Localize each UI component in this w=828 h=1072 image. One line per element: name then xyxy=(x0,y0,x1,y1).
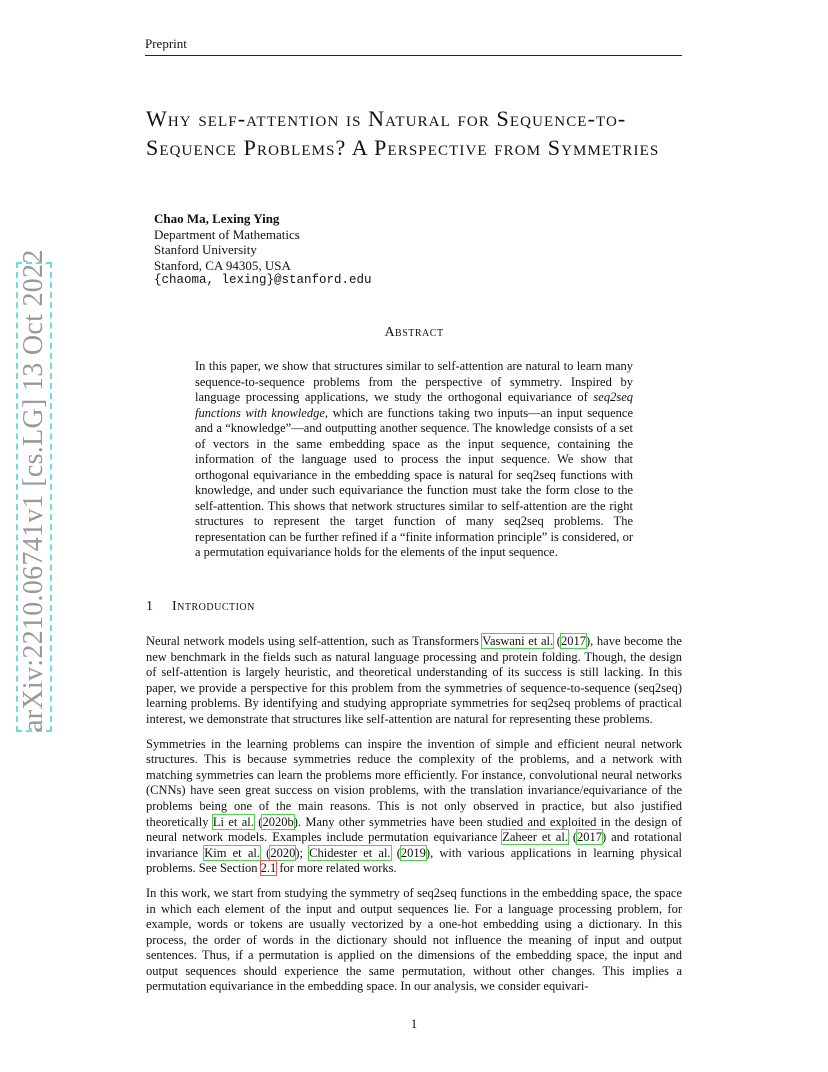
citation-link[interactable]: Vaswani et al. xyxy=(482,634,554,648)
text-run: ). Many other symmetries have been studied and exploited in the design of neural network models. Examples include permutation equivariance xyxy=(146,814,682,845)
citation-link[interactable]: Chidester et al. xyxy=(309,845,391,860)
author-university: Stanford University xyxy=(154,242,257,257)
citation-year-link[interactable]: 2019 xyxy=(400,845,426,860)
citation-year-link[interactable]: 2020 xyxy=(270,845,296,860)
citation-link[interactable]: Li et al. xyxy=(212,814,254,829)
author-department: Department of Mathematics xyxy=(154,226,300,242)
citation-year-link[interactable]: 2020b xyxy=(262,814,294,829)
section-title: Introduction xyxy=(172,599,255,614)
citation-year-link[interactable]: 2017 xyxy=(577,830,603,845)
text-run: ( xyxy=(567,830,578,845)
abstract-emphasis: seq2seq functions with knowledge xyxy=(195,390,633,420)
text-run: ( xyxy=(259,845,271,860)
author-address: Stanford, CA 94305, USA xyxy=(154,257,291,273)
body-text xyxy=(146,634,682,1004)
section-number: 1 xyxy=(146,599,154,614)
abstract-part-1: In this paper, we show that structures similar to self-attention are natural to learn many sequence-to-sequence problems from the perspective of symmetry. Inspired by language processing applications, we study the orthogonal equivariance of xyxy=(195,359,633,404)
running-header: Preprint xyxy=(145,36,682,56)
citation-link[interactable]: Kim et al. xyxy=(204,845,260,860)
author-names: Chao Ma, Lexing Ying xyxy=(154,211,280,226)
text-run: ( xyxy=(253,814,263,829)
paragraph-2 xyxy=(146,737,682,877)
text-run: ), have become the new benchmark in the fields such as natural language processing and protein folding. Though, the design of self-attention is largely heuristic, and theoretical understanding of its success is still lacking. In this paper, we provide a perspective for this problem from the symmetries of sequence-to-sequence (seq2seq) learning problems. By identifying and studying appropriate symmetries for seq2seq problems of practical interest, we demonstrate that structures like self-attention are natural for representing these problems. xyxy=(146,634,682,726)
paper-title: Why self-attention is Natural for Sequence-to-Sequence Problems? A Perspective from Symmetries xyxy=(146,106,660,160)
author-email: {chaoma, lexing}@stanford.edu xyxy=(154,273,372,287)
text-run: ( xyxy=(553,634,561,648)
paragraph-1 xyxy=(146,634,682,728)
text-run: ( xyxy=(390,845,401,860)
text-run: ) and rotational invariance xyxy=(146,830,683,860)
text-run: Symmetries in the learning problems can inspire the invention of simple and efficient neural network structures. This is because symmetries reduce the complexity of the problems, and a network with matching symmetries can learn the problems more efficiently. For instance, convolutional neural networks (CNNs) have seen great success on vision problems, with the translation invariance/equivariance of the problems being one of the main reasons. This is not only observed in practice, but also justified theoretically xyxy=(146,736,682,829)
citation-year-link[interactable]: 2017 xyxy=(560,634,586,648)
abstract-text xyxy=(195,359,633,561)
section-reference-link[interactable]: 2.1 xyxy=(260,861,277,876)
text-run: ); xyxy=(295,845,310,860)
text-run: ), with various applications in learning physical problems. See Section xyxy=(146,845,682,876)
abstract-part-2: , which are functions taking two inputs—an input sequence and a “knowledge”—and outputting another sequence. The knowledge consists of a set of vectors in the same embedding space as the input sequence, containing the information of the language used to process the input sequence. We show that orthogonal equivariance in the embedding space is natural for seq2seq functions with knowledge, and under such equivariance the function must take the form close to the self-attention. This shows that network structures similar to self-attention are the right structures to represent the target function of many seq2seq problems. The representation can be further refined if a “finite information principle” is considered, or a permutation equivariance holds for the elements of the input sequence. xyxy=(195,405,634,559)
abstract-heading: Abstract xyxy=(384,325,444,340)
text-run: for more related works. xyxy=(276,861,397,876)
citation-link[interactable]: Zaheer et al. xyxy=(502,830,568,845)
arxiv-identifier[interactable]: arXiv:2210.06741v1 [cs.LG] 13 Oct 2022 xyxy=(18,249,49,732)
section-heading xyxy=(146,599,255,615)
page-number: 1 xyxy=(410,1016,418,1031)
author-block xyxy=(154,211,372,289)
paragraph-3: In this work, we start from studying the symmetry of seq2seq functions in the embedding space, the space in which each element of the input and output sequences lie. For a language processing problem, for example, words or tokens are usually vectorized by a one-hot embedding using a dictionary. In this process, the order of words in the dictionary should not influence the meaning of input and output sentences. Thus, if a permutation is applied on the dimensions of the embedding space, the input and output sequences should experience the same permutation, without other changes. This implies a permutation equivariance in the embedding space. In our analysis, we consider equivari- xyxy=(146,885,682,994)
text-run: Neural network models using self-attention, such as Transformers xyxy=(146,634,483,648)
